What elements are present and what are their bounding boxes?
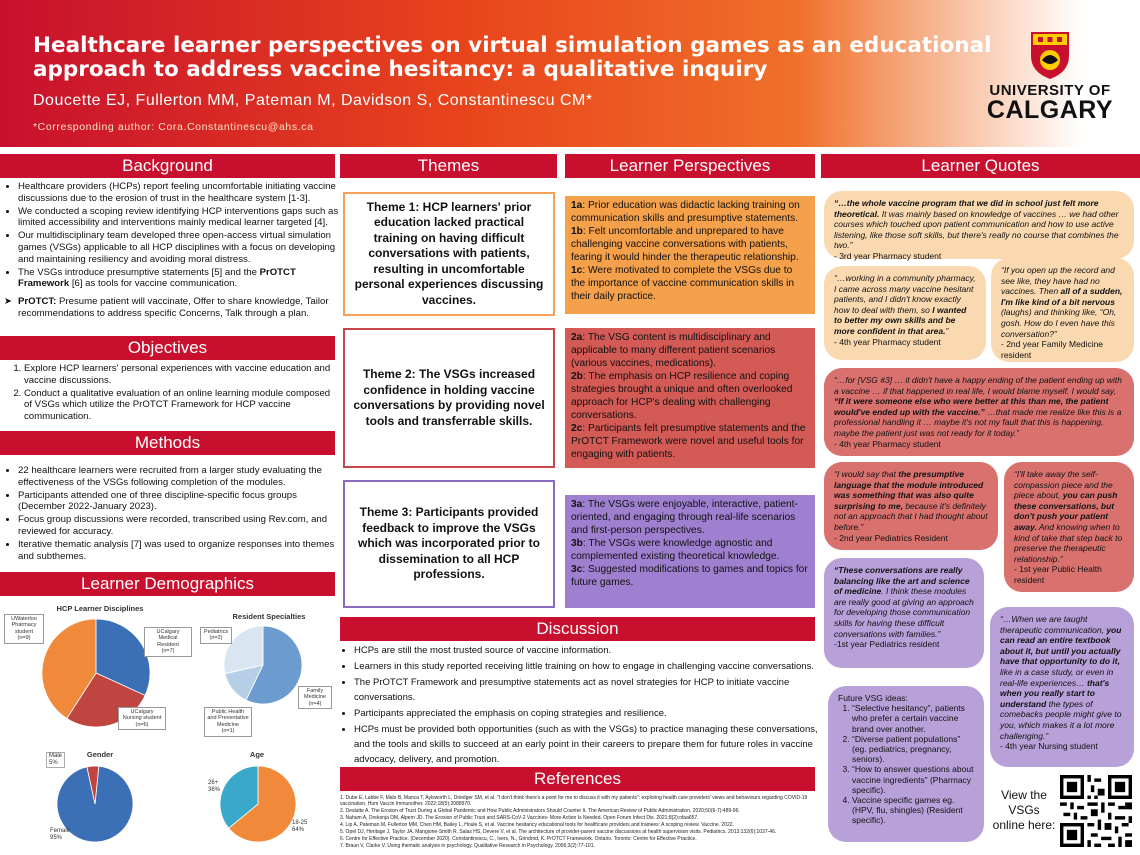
callout-nursing: UCalgary Nursing student (n=6): [118, 707, 166, 730]
background-section: [4, 181, 339, 320]
perspective-item: 1b: Felt uncomfortable and unprepared to have challenging vaccine conversations with patients, fearing it would hinder the therapeutic relationship.: [571, 226, 799, 263]
perspective-item: 3a: The VSGs were enjoyable, interactive, patient-oriented, and engaging through real-life scenarios and first-person perspectives.: [571, 499, 798, 536]
perspective-item: 3c: Suggested modifications to games and topics for future games.: [571, 564, 808, 588]
quote-bubble: “These conversations are really balancing like the art and science of medicine. I think these modules are really good at giving an approach for developing those communication skills for having these difficult conversations with families.” -1st year Pediatrics resident: [824, 558, 984, 668]
reference-item: 2. Deslatte A. The Erosion of Trust During a Global Pandemic and How Public Administrators Should Counter It. The American Review of Public Administration. 2020;50(6-7):489-96.: [340, 808, 740, 815]
references-heading: References: [340, 767, 815, 791]
reference-item: 7. Braun V, Clarke V. Using thematic analysis in psychology. Qualitative Research in Psychology. 2006;3(2):77-101.: [340, 843, 595, 850]
perspective-group-3: [565, 495, 815, 608]
perspective-item: 2c: Participants felt presumptive statements and the PrOTCT Framework were novel and useful tools for engaging with patients.: [571, 423, 806, 460]
method-item: • Iterative thematic analysis [7] was used to organize responses into themes and subthemes.: [18, 539, 336, 563]
methods-section: [4, 465, 336, 563]
university-line1: UNIVERSITY OF: [989, 82, 1111, 99]
method-item: • Focus group discussions were recorded, transcribed using Rev.com, and reviewed for accuracy.: [18, 514, 336, 538]
reference-item: 1. Dube E, Labbe F, Malo B, Manca T, Aylsworth L, Driedger SM, et al. "I don't think there's a point for me to discuss it with my patients": exploring health care providers' views and behaviours regarding COVID-19 vaccination. Hum Vaccin Immunother. 2022;18(5):2088970.: [340, 795, 808, 808]
discussion-heading: Discussion: [340, 617, 815, 641]
perspective-item: 2b: The emphasis on HCP resilience and coping strategies brought a unique and often overlooked approach for HCP's dealing with challenging conversations.: [571, 371, 793, 421]
discussion-item: • The PrOTCT Framework and presumptive statements act as novel strategies for HCP to initiate vaccine conversations.: [354, 675, 820, 705]
reference-item: 3. Nahum A, Drekonja DM, Alpern JD. The Erosion of Public Trust and SARS-CoV-2 Vaccines- More Action Is Needed. Open Forum Infect Dis. 2021;8(2):ofaa657.: [340, 815, 699, 822]
future-idea: 1. “Selective hesitancy”, patients who prefer a certain vaccine brand over another.: [852, 703, 974, 734]
callout-medical: UCalgary Medical Resident (n=7): [144, 627, 192, 657]
objective-item: 1. Explore HCP learners' personal experiences with vaccine education and vaccine discussions.: [24, 363, 336, 387]
chart-title-age: Age: [249, 750, 265, 759]
university-line2: CALGARY: [986, 96, 1114, 124]
callout-pediatrics: Pediatrics (n=2): [200, 627, 232, 644]
corresponding-author: *Corresponding author: Cora.Constantinescu@ahs.ca: [33, 121, 314, 133]
protct-definition: ➤ PrOTCT: Presume patient will vaccinate, Offer to share knowledge, Tailor recommendations to address specific Concerns, Talk through a plan.: [4, 296, 329, 319]
objective-item: 2. Conduct a qualitative evaluation of an online learning module composed of VSGs which utilize the PrOTCT Framework for HCP vaccine communication.: [24, 388, 336, 423]
author-list: Doucette EJ, Fullerton MM, Pateman M, Davidson S, Constantinescu CM*: [33, 92, 593, 109]
perspective-item: 2a: The VSG content is multidisciplinary and applicable to many different patient scenarios (various vaccines, medications).: [571, 332, 776, 369]
future-idea: 4. Vaccine specific games eg. (HPV, flu, shingles) (Resident specific).: [852, 795, 974, 826]
future-idea: 3. “How to answer questions about vaccine ingredients” (Pharmacy specific).: [852, 764, 974, 795]
callout-pharmacy: UWaterloo Pharmacy student (n=9): [4, 614, 44, 644]
discussion-section: [340, 643, 820, 768]
theme-2-box: Theme 2: The VSGs increased confidence in holding vaccine conversations by providing novel tools and transferrable skills.: [343, 328, 555, 468]
theme-1-box: Theme 1: HCP learners' prior education lacked practical training on having difficult conversations with patients, resulting in uncomfortable personal experiences discussing vaccines.: [343, 192, 555, 316]
discussion-item: • Learners in this study reported receiving little training on how to engage in challenging vaccine conversations.: [354, 659, 820, 674]
method-item: • 22 healthcare learners were recruited from a larger study evaluating the effectiveness of the VSGs following completion of the modules.: [18, 465, 336, 489]
discussion-item: • HCPs must be provided both opportunities (such as with the VSGs) to practice managing these conversations, and the tools and skills to succeed at an early point in their careers to prepare them for future roles in vaccine advocacy, delivery, and promotion.: [354, 722, 820, 767]
background-item: • The VSGs introduce presumptive statements [5] and the PrOTCT Framework [6] as tools for vaccine communication.: [18, 267, 339, 291]
reference-item: 6. Centre for Effective Practice. (December 2020). Constantinescu, C., Ivers, N., Grindrod, K. PrOTCT Framework. Ontario. Toronto: Centre for Effective Practice.: [340, 836, 697, 843]
perspectives-heading: Learner Perspectives: [565, 154, 815, 178]
perspective-group-1: [565, 196, 815, 314]
methods-heading: Methods: [0, 431, 335, 455]
chart-title-gender: Gender: [86, 750, 114, 759]
perspective-item: 1a: Prior education was didactic lacking training on communication skills and presumptive statements.: [571, 200, 800, 224]
background-heading: Background: [0, 154, 335, 178]
qr-code-icon[interactable]: [1060, 775, 1132, 847]
objectives-heading: Objectives: [0, 336, 335, 360]
quote-bubble: “…working in a community pharmacy, I came across many vaccine hesitant patients, and I didn't know exactly how to deal with them, so I wanted to better my own skills and be more confident in that area.” - 4th year Pharmacy student: [824, 266, 986, 360]
chart-title-specialties: Resident Specialties: [232, 612, 306, 621]
age-18-25-label: 18-25 64%: [292, 820, 308, 833]
quote-bubble: “…for [VSG #3] … it didn't have a happy ending of the patient ending up with a vaccine … if that happened in real life, I would blame myself. I would say, “If it were someone else who were better at this than me, the patient would've ended up with the vaccine.” …that made me realize like this is a professional handling it … maybe it's not my fault that this is happening, maybe the patient just was not ready for it today.” - 4th year Pharmacy student: [824, 368, 1134, 456]
crest-icon: [1029, 30, 1071, 80]
perspective-item: 3b: The VSGs were knowledge agnostic and complemented existing theoretical knowledge.: [571, 538, 780, 562]
future-vsg-ideas: [828, 686, 984, 842]
age-26plus-label: 26+ 36%: [208, 780, 221, 793]
quote-bubble: “…the whole vaccine program that we did in school just felt more theoretical. It was mainly based on knowledge of vaccines … we had other courses which touched upon patient communication and how to use active listening, like those soft skills, but there's really no course that combines the two.” - 3rd year Pharmacy student: [824, 191, 1134, 259]
pie-chart-specialties: [222, 624, 304, 706]
references-list: [340, 795, 818, 850]
background-item: • Healthcare providers (HCPs) report feeling uncomfortable initiating vaccine discussions due to the erosion of trust in the healthcare system [1-3].: [18, 181, 339, 205]
poster-title: Healthcare learner perspectives on virtual simulation games as an educational approach to address vaccine hesitancy: a qualitative inquiry: [33, 33, 992, 82]
quotes-heading: Learner Quotes: [821, 154, 1140, 178]
quote-bubble: “If you open up the record and see like, they have had no vaccines. Then all of a sudden, I'm like kind of a bit nervous (laughs) and thinking like, “Oh, gosh. How do I even have this conversation?” - 2nd year Family Medicine resident: [991, 258, 1134, 362]
background-item: • Our multidisciplinary team developed three open-access virtual simulation games (VSGs) applicable to all HCP disciplines with a focus on developing and maintaining resiliency and avoiding moral distress.: [18, 230, 339, 265]
future-idea: 2. “Diverse patient populations” (eg. pediatrics, pregnancy, seniors).: [852, 734, 974, 765]
reference-item: 4. Lip A, Pateman M, Fullerton MM, Chen HM, Bailey L, Houle S, et al. Vaccine hesitancy educational tools for healthcare providers and trainees: A scoping review. Vaccine. 2022.: [340, 822, 734, 829]
university-logo: [985, 30, 1115, 125]
quote-bubble: “…When we are taught therapeutic communication, you can read an entire textbook about it, but until you actually have that opportunity to do it, like in a case study, or even in real-life experiences… that's when you really start to understand the types of comebacks people might give to you, which makes it a lot more challenging.” - 4th year Nursing student: [990, 607, 1134, 767]
perspective-group-2: [565, 328, 815, 468]
theme-3-box: Theme 3: Participants provided feedback to improve the VSGs which was incorporated prior to dissemination to all HCP professions.: [343, 480, 555, 608]
quote-bubble: “I'll take away the self-compassion piece and the piece about, you can push these conversations, but don't push your patient away. And knowing when to kind of take that step back to preserve the therapeutic relationship.” - 1st year Public Health resident: [1004, 462, 1134, 592]
objectives-section: [4, 363, 336, 424]
demographics-heading: Learner Demographics: [0, 572, 335, 596]
perspective-item: 1c: Were motivated to complete the VSGs due to the importance of vaccine communication skills in their daily practice.: [571, 265, 795, 302]
future-title: Future VSG ideas:: [838, 693, 908, 703]
quote-bubble: “I would say that the presumptive language that the module introduced was something that was also quite surprising to me, because it's definitely not an approach that I had thought about before.” - 2nd year Pediatrics Resident: [824, 462, 998, 550]
view-vsgs-text: View the VSGs online here:: [992, 788, 1056, 832]
callout-public-health: Public Health and Preventative Medicine (n=1): [204, 707, 252, 737]
background-item: • We conducted a scoping review identifying HCP interventions gaps such as limited accessibility and interventions mainly medical learner targeted [4].: [18, 206, 339, 230]
arrow-bullet-icon: ➤: [4, 296, 13, 308]
gender-female-label: Female 95%: [50, 828, 71, 841]
discussion-item: • HCPs are still the most trusted source of vaccine information.: [354, 643, 820, 658]
callout-family-medicine: Family Medicine (n=4): [298, 686, 332, 709]
discussion-item: • Participants appreciated the emphasis on coping strategies and resilience.: [354, 706, 820, 721]
pie-chart-age: [218, 764, 298, 844]
method-item: • Participants attended one of three discipline-specific focus groups (December 2022-January 2023).: [18, 490, 336, 514]
chart-title-disciplines: HCP Learner Disciplines: [56, 604, 144, 613]
gender-male-label: Male 5%: [46, 752, 65, 768]
reference-item: 5. Opel DJ, Heritage J, Taylor JA, Mangione-Smith R, Salas HS, Devere V, et al. The architecture of provider-parent vaccine discussions at health supervision visits. Pediatrics. 2013;132(6):1037-46.: [340, 829, 777, 836]
header-banner: [0, 0, 1140, 147]
themes-heading: Themes: [340, 154, 557, 178]
